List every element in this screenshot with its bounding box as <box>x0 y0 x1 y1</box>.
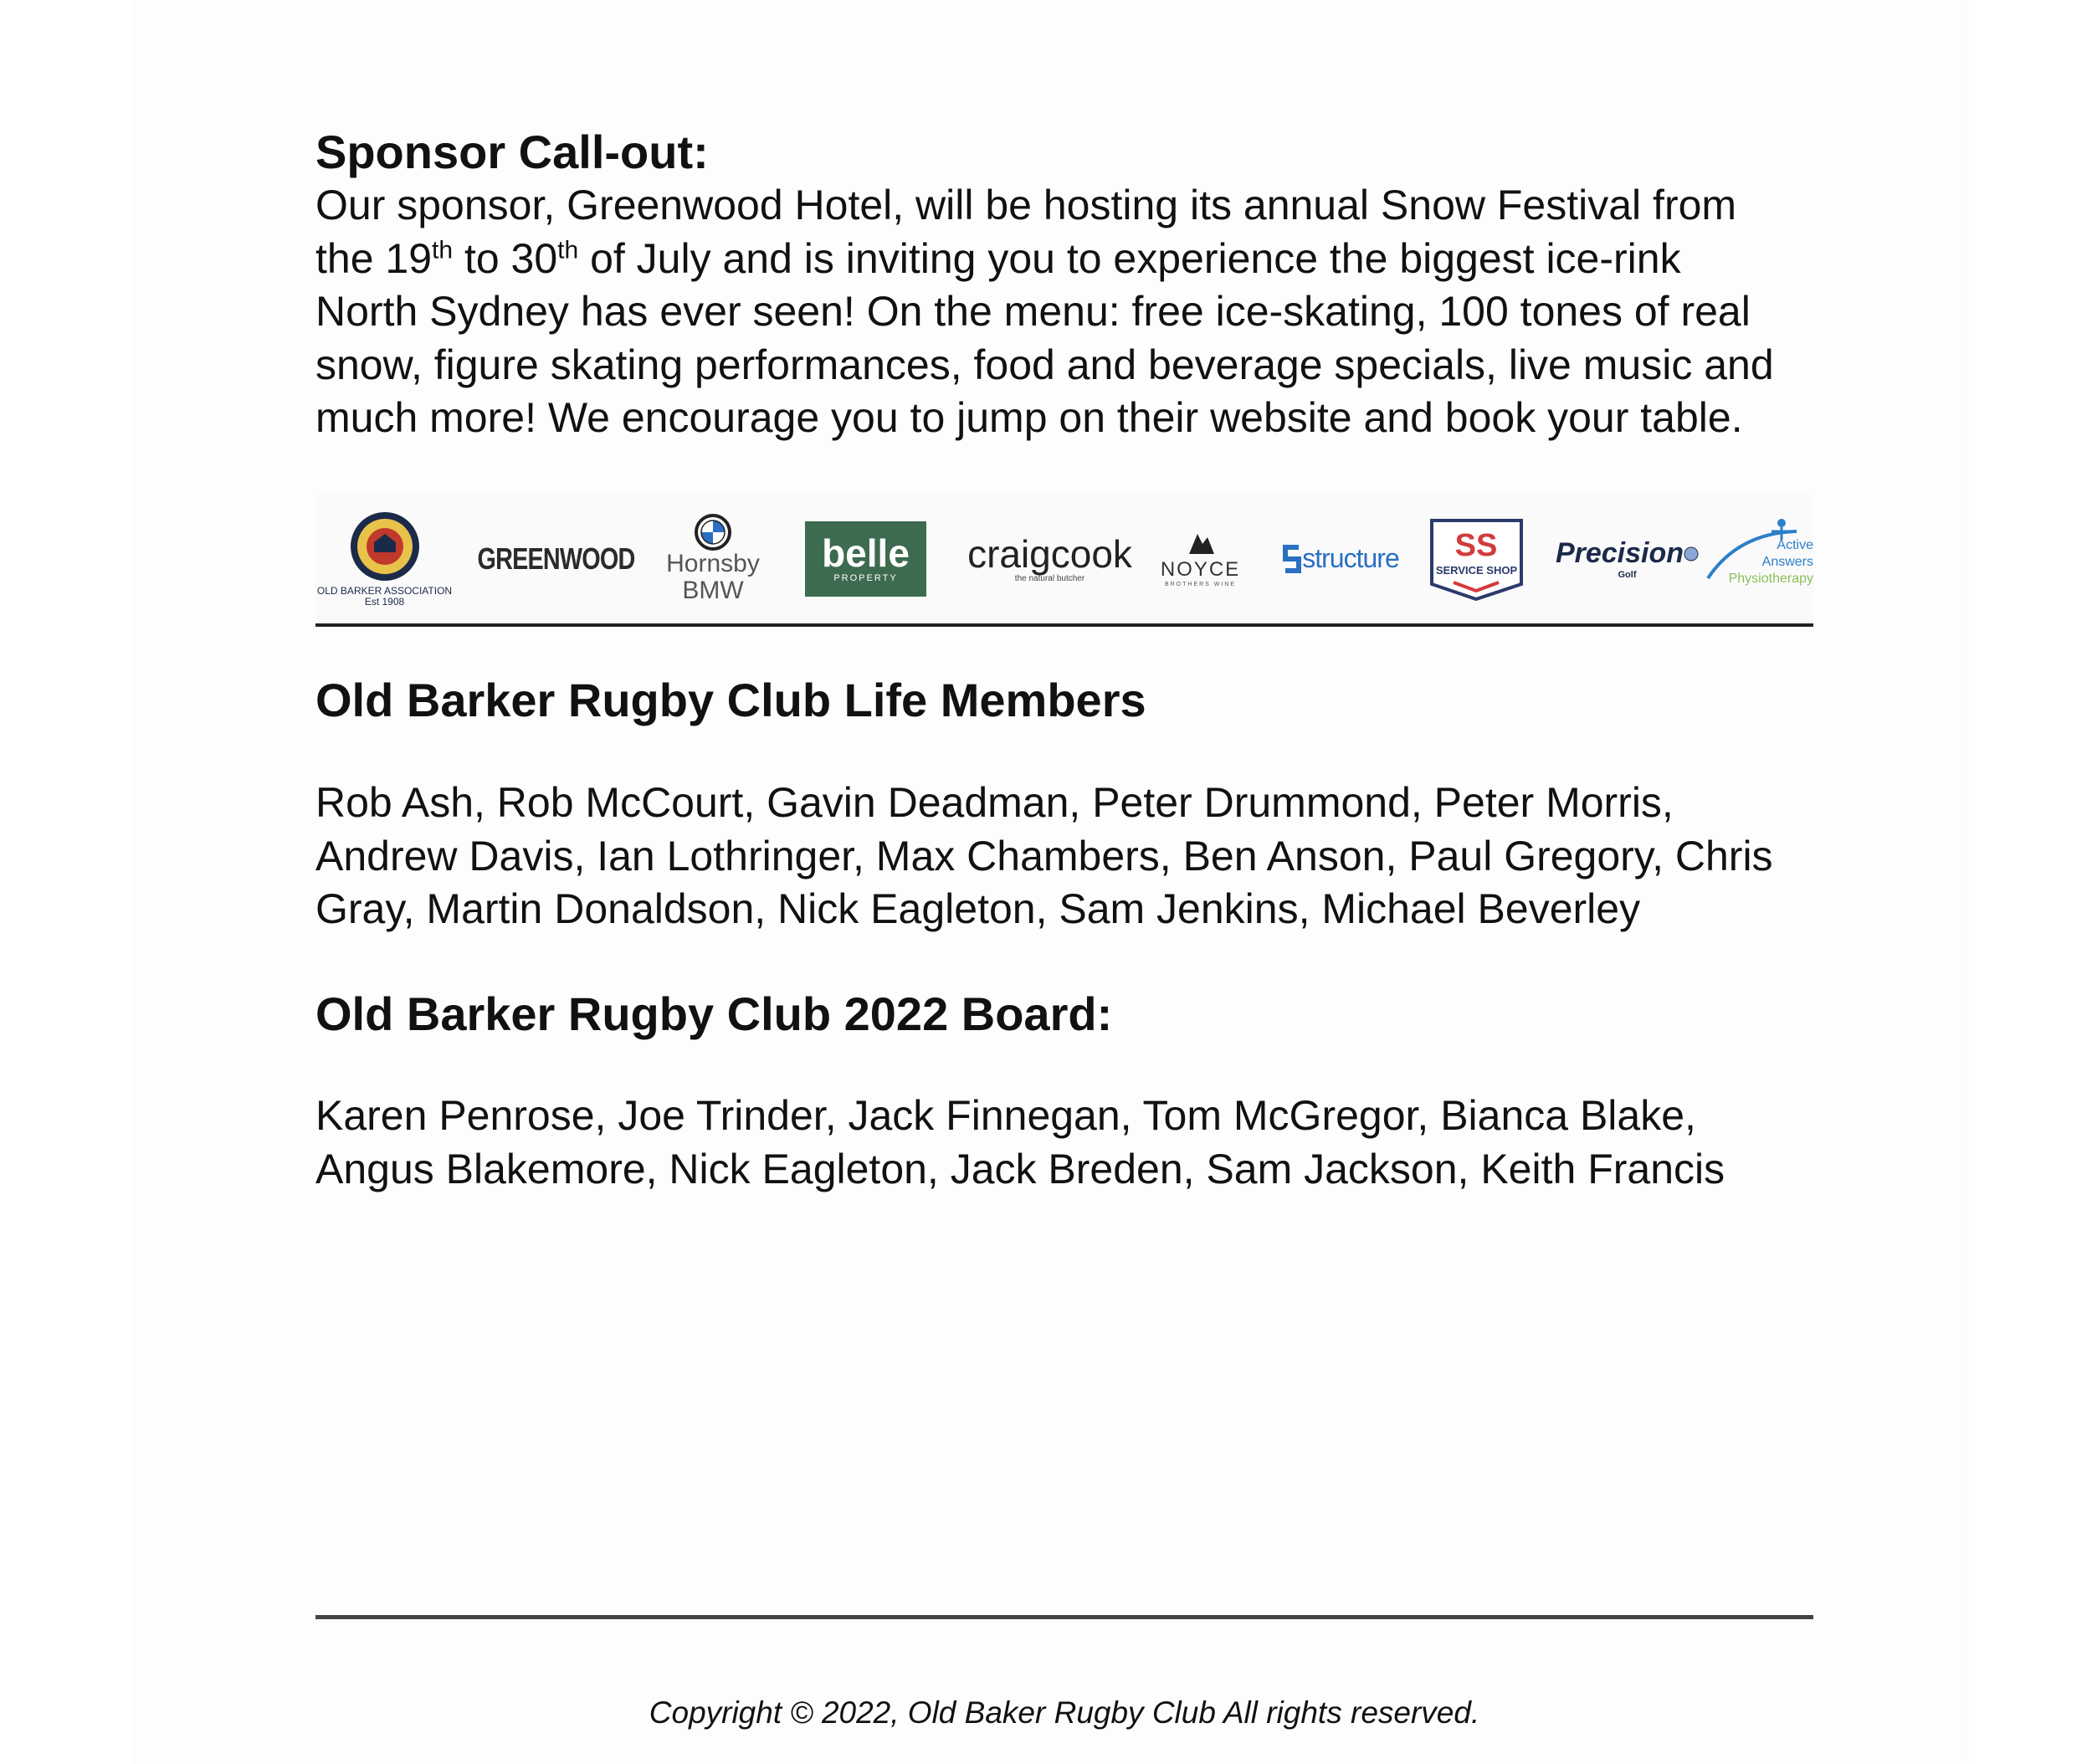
sponsor-callout-heading: Sponsor Call-out: <box>315 126 709 178</box>
old-barker-crest-icon <box>349 510 421 582</box>
callout-line-5: much more! We encourage you to jump on their website and book your table. <box>315 394 1743 441</box>
noyce-name: NOYCE <box>1160 558 1241 581</box>
old-barker-line1: OLD BARKER ASSOCIATION <box>316 584 453 597</box>
noyce-sub: BROTHERS WINE <box>1164 582 1237 587</box>
old-barker-association-logo[interactable] <box>315 494 454 623</box>
sponsor-callout-body <box>315 179 1813 445</box>
callout-line-2c: of July and is inviting you to experience the biggest ice-rink <box>578 234 1681 282</box>
callout-sup-1: th <box>432 235 454 264</box>
footer-divider <box>315 1615 1813 1619</box>
copyright-text: Copyright © 2022, Old Baker Rugby Club All rights reserved. <box>649 1695 1480 1730</box>
hornsby-bmw-logo[interactable] <box>659 494 767 623</box>
service-shop-logo[interactable] <box>1428 494 1525 623</box>
service-shop-badge-icon <box>1428 517 1525 601</box>
sponsor-callout-section <box>315 126 1813 445</box>
callout-line-3: North Sydney has ever seen! On the menu: free ice-skating, 100 tones of real <box>315 288 1751 335</box>
life-members-line-2: Andrew Davis, Ian Lothringer, Max Chambers, Ben Anson, Paul Gregory, Chris <box>315 832 1773 879</box>
belle-sub: PROPERTY <box>833 572 898 583</box>
structure-logo[interactable] <box>1278 494 1403 623</box>
craig-cook-sub: the natural butcher <box>1014 573 1085 583</box>
precision-sub: Golf <box>1618 570 1637 580</box>
board-heading: Old Barker Rugby Club 2022 Board: <box>315 987 1113 1040</box>
bmw-roundel-icon <box>695 514 731 551</box>
callout-line-2b: to 30 <box>453 234 558 282</box>
board-list <box>315 1090 1813 1196</box>
hornsby-line1: Hornsby <box>666 549 760 577</box>
noyce-emblem-icon <box>1184 529 1218 559</box>
callout-line-1: Our sponsor, Greenwood Hotel, will be hosting its annual Snow Festival from <box>315 182 1737 228</box>
greenwood-name: GREENWOOD <box>477 541 635 576</box>
svg-text:SS: SS <box>1454 527 1498 563</box>
life-members-line-3: Gray, Martin Donaldson, Nick Eagleton, Sam Jenkins, Michael Beverley <box>315 885 1641 932</box>
belle-name: belle <box>822 531 910 575</box>
structure-name: structure <box>1302 543 1399 573</box>
active-answers-line3: Physiotherapy <box>1728 572 1813 586</box>
hornsby-line2: BMW <box>682 576 744 604</box>
structure-s-icon <box>1282 542 1302 576</box>
noyce-logo[interactable] <box>1161 494 1240 623</box>
callout-line-4: snow, figure skating performances, food and beverage specials, live music and <box>315 341 1774 388</box>
service-shop-name: SERVICE SHOP <box>1435 564 1518 577</box>
life-members-line-1: Rob Ash, Rob McCourt, Gavin Deadman, Peter Drummond, Peter Morris, <box>315 779 1674 826</box>
board-line-1: Karen Penrose, Joe Trinder, Jack Finnegan, Tom McGregor, Bianca Blake, <box>315 1092 1696 1139</box>
life-members-list <box>315 777 1813 936</box>
callout-sup-2: th <box>557 235 579 264</box>
board-line-2: Angus Blakemore, Nick Eagleton, Jack Breden, Sam Jackson, Keith Francis <box>315 1145 1725 1192</box>
life-members-heading: Old Barker Rugby Club Life Members <box>315 674 1146 726</box>
old-barker-line2: Est 1908 <box>364 595 405 608</box>
sponsor-logo-strip <box>315 494 1813 627</box>
belle-property-logo[interactable] <box>805 494 926 623</box>
precision-golf-logo[interactable] <box>1554 494 1700 623</box>
precision-name: Precision <box>1555 537 1684 569</box>
golf-ball-icon <box>1684 546 1699 562</box>
active-answers-line2: Answers <box>1761 555 1813 569</box>
craig-cook-logo[interactable] <box>964 494 1136 623</box>
active-answers-line1: Active <box>1777 538 1813 552</box>
craig-cook-name: craigcook <box>967 531 1132 576</box>
callout-line-2a: the 19 <box>315 234 433 282</box>
active-answers-logo[interactable] <box>1705 494 1813 623</box>
greenwood-logo[interactable] <box>470 494 642 623</box>
